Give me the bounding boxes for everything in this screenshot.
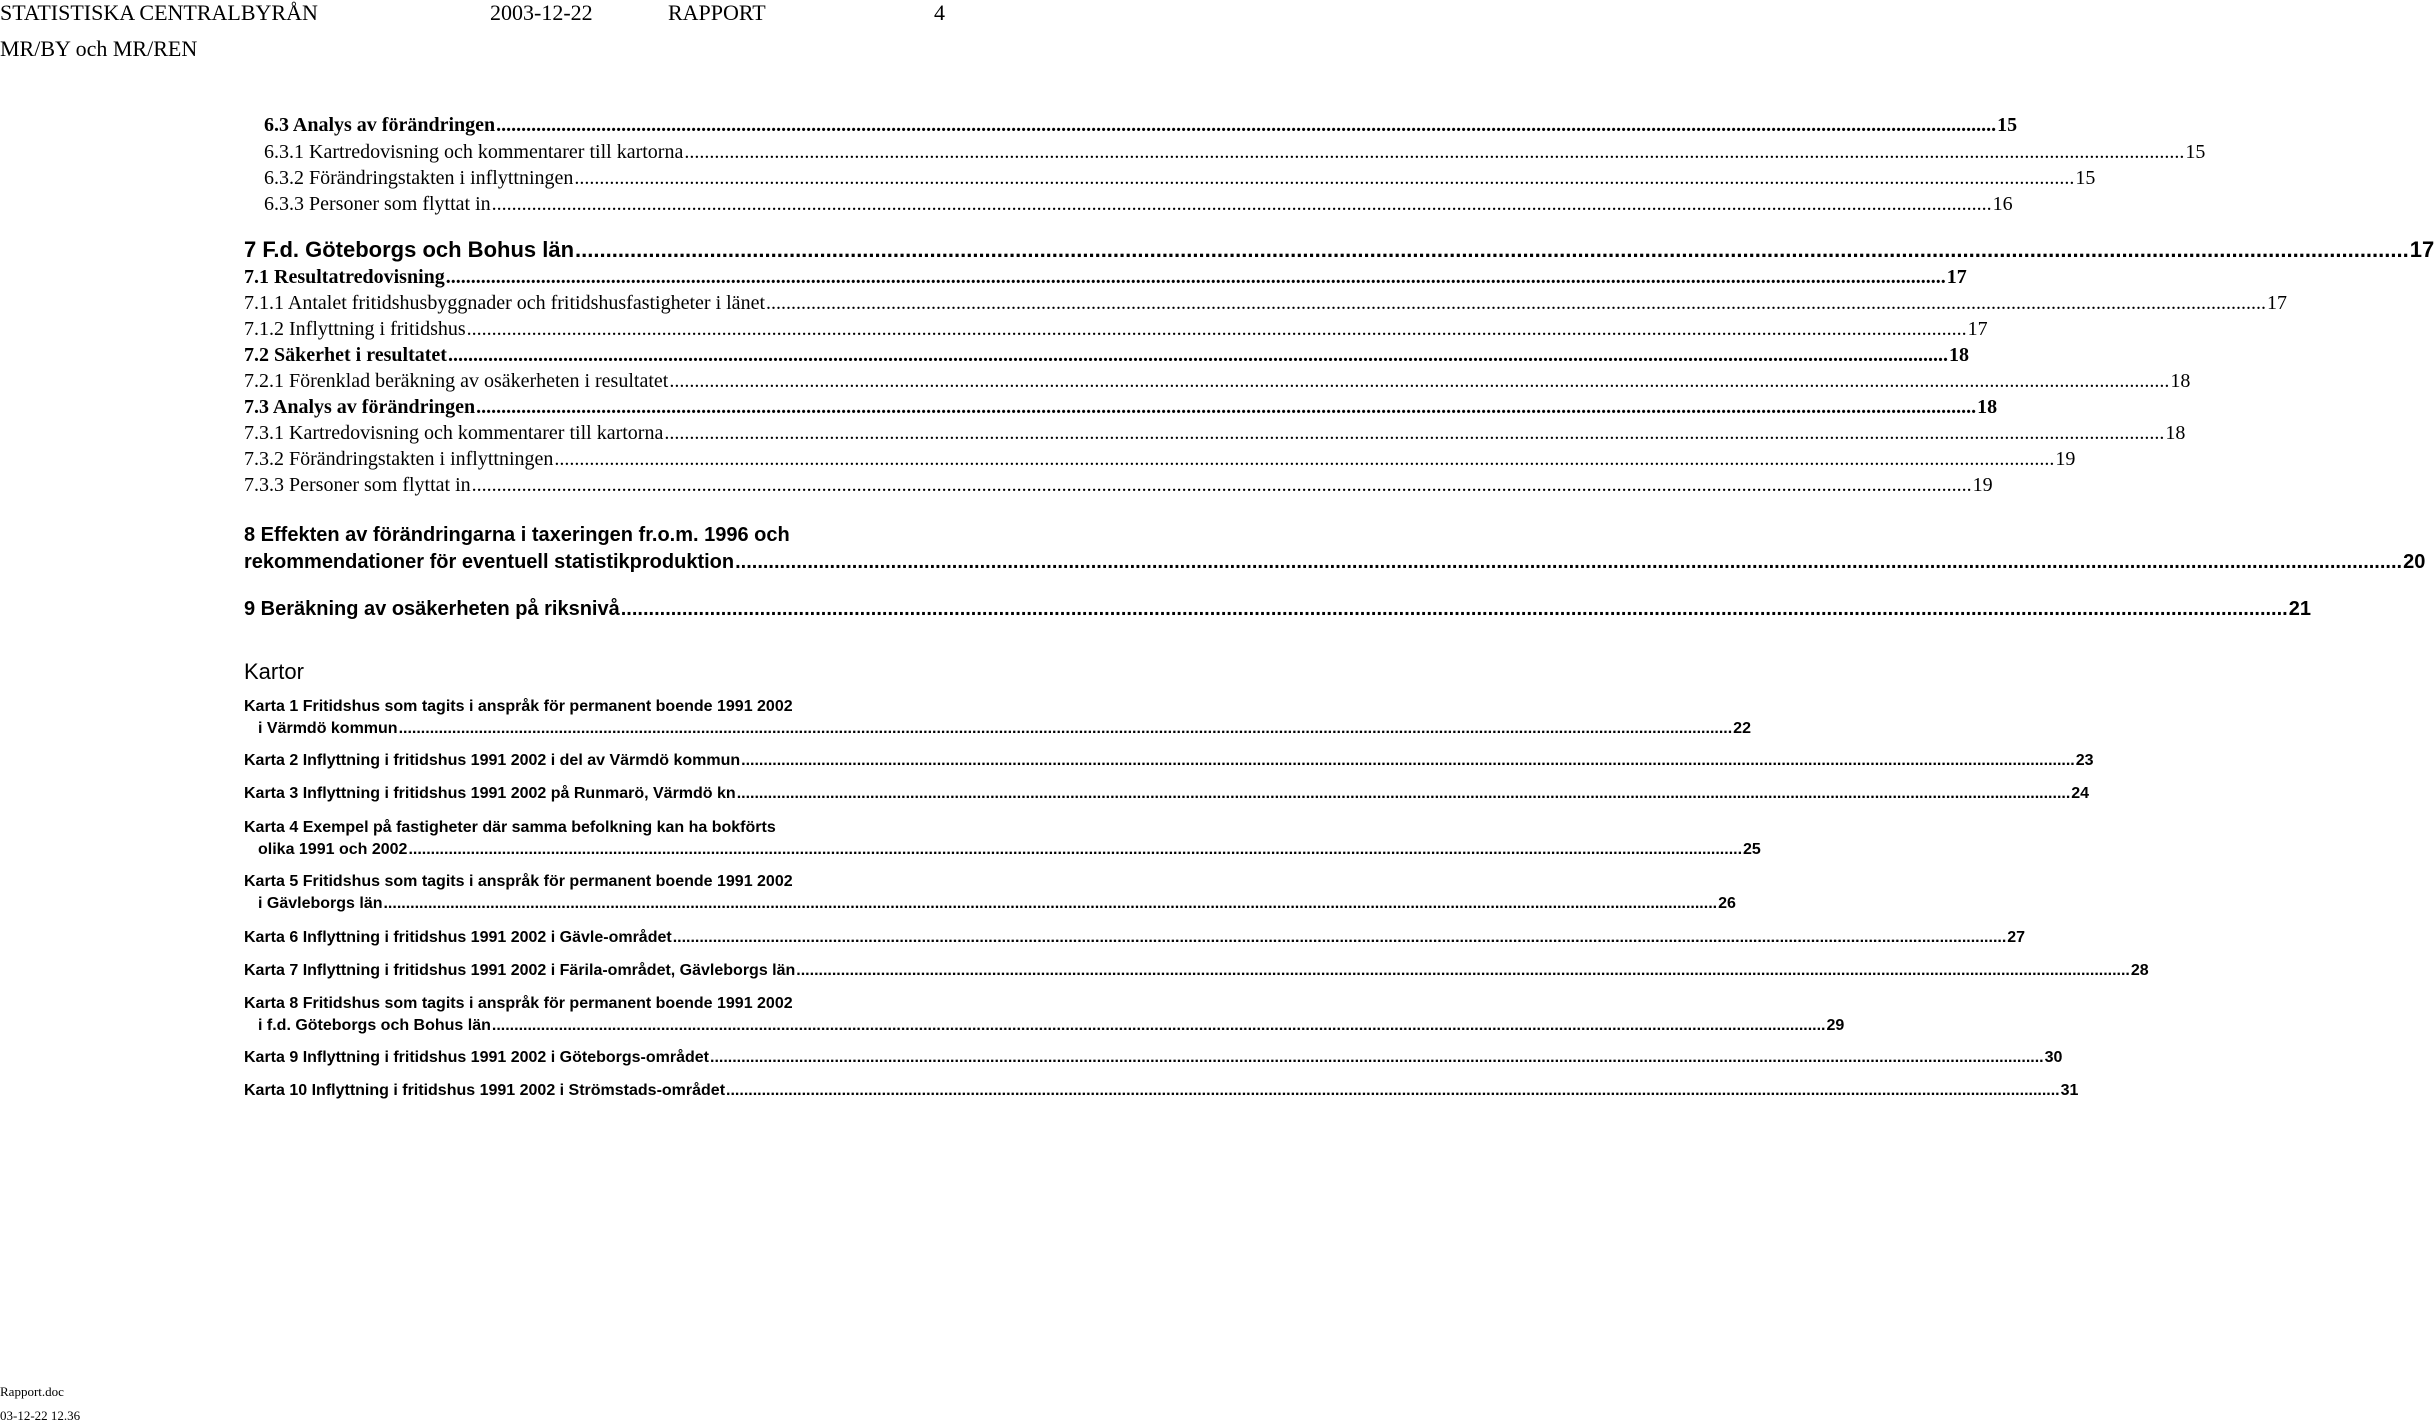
toc-entry-title: 6.3.3 Personer som flyttat in [264,193,491,215]
toc-entry [244,473,1993,497]
footer-filename: Rapport.doc [0,1384,64,1399]
header-department: MR/BY och MR/REN [0,36,198,61]
toc-entry-title: 7.1 Resultatredovisning [244,266,445,288]
leader-dots: ............................................................................................................................................................................................................................................................................................................ [669,370,2170,392]
leader-dots: ............................................................................................................................................................................................................................................................................................................ [726,1082,2060,1099]
leader-dots: ............................................................................................................................................................................................................................................................................................................ [684,141,2185,163]
toc-entry-page: 17 [1967,318,1988,340]
toc-entry-page: 15 [2075,167,2096,189]
map-entry-title: Karta 7 Inflyttning i fritidshus 1991 2002 i Färila-området, Gävleborgs län [244,962,796,979]
toc-entry-title: 7.3.2 Förändringstakten i inflyttningen [244,448,554,470]
map-entry [244,784,2090,804]
map-entry-title: i Värmdö kommun [258,720,398,737]
header-date: 2003-12-22 [490,0,593,25]
toc-entry-page: 19 [1972,474,1993,496]
toc-entry [244,343,1969,367]
footer-timestamp: 03-12-22 12.36 [0,1408,81,1423]
map-entry [244,1081,2079,1101]
toc-entry-page: 17 [2409,237,2434,262]
map-entry-page: 31 [2060,1082,2079,1099]
leader-dots: ............................................................................................................................................................................................................................................................................................................ [445,266,1946,288]
toc-entry-title-line1: 8 Effekten av förändringarna i taxeringen fr.o.m. 1996 och [244,524,790,546]
leader-dots: ............................................................................................................................................................................................................................................................................................................ [383,895,1718,912]
leader-dots: ............................................................................................................................................................................................................................................................................................................ [574,167,2075,189]
map-entry-title-line1: Karta 4 Exempel på fastigheter där samma befolkning kan ha bokförts [244,819,776,836]
map-entry-page: 26 [1718,895,1736,912]
toc-entry [244,421,2186,445]
leader-dots: ............................................................................................................................................................................................................................................................................................................ [398,720,1733,737]
toc-entry [244,549,2426,575]
leader-dots: ............................................................................................................................................................................................................................................................................................................ [466,318,1967,340]
toc-entry-page: 18 [1948,344,1969,366]
toc-entry-page: 18 [2165,422,2186,444]
leader-dots: ............................................................................................................................................................................................................................................................................................................ [408,841,1743,858]
toc-entry-page: 17 [2267,292,2287,314]
toc-entry-title: 6.3.2 Förändringstakten i inflyttningen [264,167,574,189]
leader-dots: ............................................................................................................................................................................................................................................................................................................ [476,396,1977,418]
map-entry-title-line1: Karta 8 Fritidshus som tagits i anspråk för permanent boende 1991 2002 [244,995,793,1012]
leader-dots: ............................................................................................................................................................................................................................................................................................................ [796,962,2130,979]
map-entry [244,928,2026,948]
leader-dots: ............................................................................................................................................................................................................................................................................................................ [741,752,2075,769]
toc-entry-title: rekommendationer för eventuell statistikproduktion [244,551,735,573]
toc-entry [244,395,1998,419]
leader-dots: ............................................................................................................................................................................................................................................................................................................ [766,292,2266,314]
toc-entry [264,166,2096,190]
toc-entry [264,140,2206,164]
map-entry-page: 25 [1743,841,1761,858]
header-org: STATISTISKA CENTRALBYRÅN [0,0,318,25]
toc-entry-title: 7.3 Analys av förändringen [244,396,476,418]
toc-entry-title: 7.1.2 Inflyttning i fritidshus [244,318,466,340]
map-entry-page: 29 [1826,1017,1845,1034]
map-entry-title: Karta 6 Inflyttning i fritidshus 1991 2002 i Gävle-området [244,929,672,946]
leader-dots: ............................................................................................................................................................................................................................................................................................................ [620,598,2288,620]
toc-entry [244,265,1967,289]
map-entry-title: i f.d. Göteborgs och Bohus län [258,1017,491,1034]
toc-entry-title: 7.1.1 Antalet fritidshusbyggnader och fritidshusfastigheter i länet [244,292,765,314]
leader-dots: ............................................................................................................................................................................................................................................................................................................ [447,344,1948,366]
map-entry [258,894,1736,914]
toc-entry-page: 15 [2185,141,2206,163]
toc-entry-title: 6.3.1 Kartredovisning och kommentarer till kartorna [264,141,684,163]
map-entry-page: 24 [2071,785,2090,802]
toc-entry [244,369,2191,393]
map-entry-title: Karta 10 Inflyttning i fritidshus 1991 2002 i Strömstads-området [244,1082,726,1099]
map-entry-page: 27 [2007,929,2026,946]
toc-entry-title: 7 F.d. Göteborgs och Bohus län [244,237,575,262]
kartor-heading: Kartor [244,659,304,684]
toc-entry-title: 7.2 Säkerhet i resultatet [244,344,447,366]
toc-entry-page: 15 [1997,114,2018,136]
leader-dots: ............................................................................................................................................................................................................................................................................................................ [554,448,2055,470]
header-page-number: 4 [934,0,945,25]
leader-dots: ............................................................................................................................................................................................................................................................................................................ [664,422,2165,444]
toc-entry [264,192,2013,216]
map-entry-title: Karta 2 Inflyttning i fritidshus 1991 2002 i del av Värmdö kommun [244,752,741,769]
map-entry-title: olika 1991 och 2002 [258,841,408,858]
leader-dots: ............................................................................................................................................................................................................................................................................................................ [491,193,1992,215]
map-entry-page: 30 [2044,1049,2063,1066]
toc-entry [244,236,2434,264]
header-report-type: RAPPORT [668,0,766,25]
toc-entry-title: 7.2.1 Förenklad beräkning av osäkerheten i resultatet [244,370,669,392]
toc-entry-title: 6.3 Analys av förändringen [264,114,496,136]
toc-entry-page: 18 [2170,370,2191,392]
leader-dots: ............................................................................................................................................................................................................................................................................................................ [736,785,2071,802]
leader-dots: ............................................................................................................................................................................................................................................................................................................ [491,1017,1826,1034]
leader-dots: ............................................................................................................................................................................................................................................................................................................ [735,551,2403,573]
toc-entry-page: 19 [2055,448,2076,470]
toc-entry [244,447,2076,471]
toc-entry [264,113,2018,137]
map-entry [258,1016,1845,1036]
toc-entry [244,291,2287,315]
map-entry [244,1048,2063,1068]
map-entry-page: 22 [1733,720,1751,737]
toc-entry-page: 20 [2403,551,2426,573]
map-entry [244,751,2094,771]
toc-entry-page: 21 [2288,598,2311,620]
toc-entry [244,596,2311,622]
map-entry [258,840,1761,860]
toc-entry-page: 18 [1977,396,1998,418]
map-entry-title-line1: Karta 1 Fritidshus som tagits i anspråk för permanent boende 1991 2002 [244,698,793,715]
toc-entry-page: 17 [1946,266,1967,288]
leader-dots: ............................................................................................................................................................................................................................................................................................................ [710,1049,2044,1066]
toc-entry-page: 16 [1992,193,2013,215]
toc-entry-title: 7.3.3 Personer som flyttat in [244,474,471,496]
map-entry-title: Karta 3 Inflyttning i fritidshus 1991 2002 på Runmarö, Värmdö kn [244,785,736,802]
toc-entry-title: 7.3.1 Kartredovisning och kommentarer till kartorna [244,422,664,444]
leader-dots: ............................................................................................................................................................................................................................................................................................................ [672,929,2007,946]
toc-entry [244,317,1988,341]
toc-entry-title: 9 Beräkning av osäkerheten på riksnivå [244,598,620,620]
map-entry [244,961,2149,981]
map-entry [258,719,1751,739]
map-entry-page: 23 [2075,752,2094,769]
map-entry-title-line1: Karta 5 Fritidshus som tagits i anspråk för permanent boende 1991 2002 [244,873,793,890]
map-entry-page: 28 [2130,962,2149,979]
map-entry-title: i Gävleborgs län [258,895,383,912]
leader-dots: ............................................................................................................................................................................................................................................................................................................ [471,474,1972,496]
leader-dots: ............................................................................................................................................................................................................................................................................................................ [575,237,2409,262]
leader-dots: ............................................................................................................................................................................................................................................................................................................ [496,114,1997,136]
map-entry-title: Karta 9 Inflyttning i fritidshus 1991 2002 i Göteborgs-området [244,1049,709,1066]
